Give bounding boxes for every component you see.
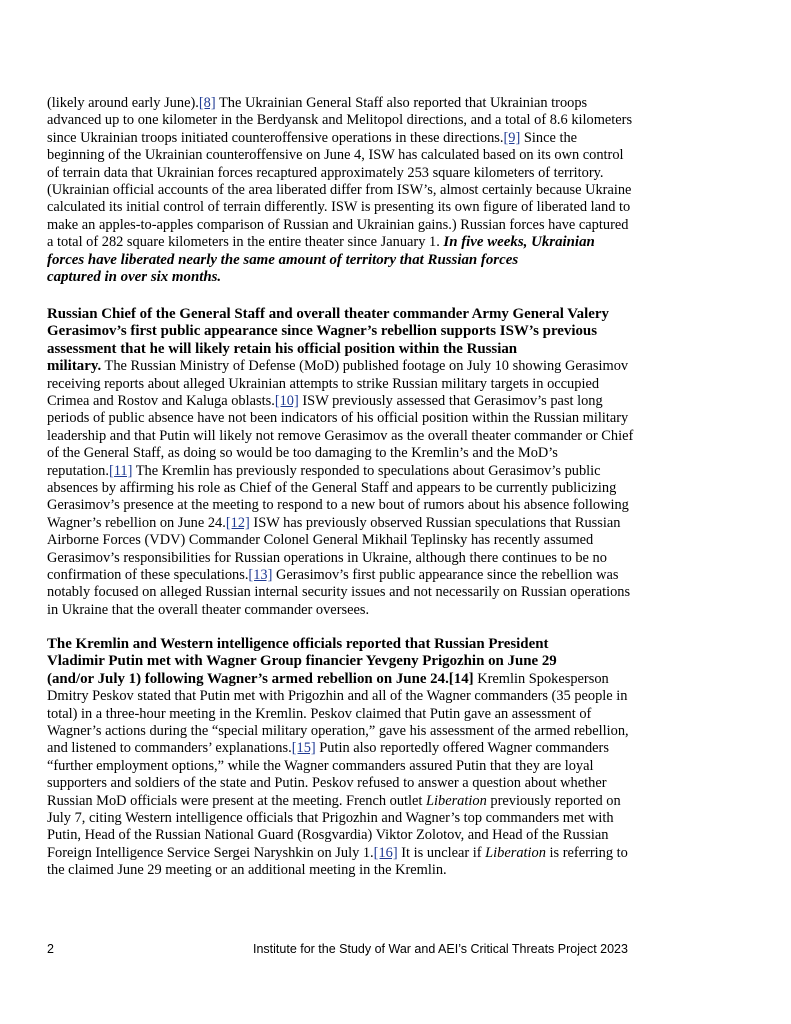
body-text: The Russian Ministry of Defense (MoD) published footage on July 10 showing Gerasimov bbox=[101, 358, 629, 375]
text-line bbox=[47, 636, 548, 652]
text-line bbox=[47, 723, 629, 739]
text-line bbox=[47, 393, 603, 409]
emphasis-text: captured in over six months. bbox=[47, 269, 222, 285]
body-text: receiving reports about alleged Ukrainian attempts to strike Russian military targets in occupied bbox=[47, 375, 600, 392]
emphasis-text: assessment that he will likely retain his official position within the Russian bbox=[47, 340, 518, 357]
body-text: since Ukrainian troops initiated counteroffensive operations in these directions. bbox=[47, 129, 504, 146]
body-text: notably focused on alleged Russian internal security issues and not necessarily on Russian operations bbox=[47, 584, 631, 601]
text-line bbox=[47, 706, 591, 722]
footnote-link[interactable]: [8] bbox=[198, 95, 216, 111]
emphasis-text: military. bbox=[47, 358, 102, 375]
body-text: Russian MoD officials were present at the meeting. French outlet bbox=[47, 792, 426, 809]
text-line bbox=[47, 112, 632, 128]
body-text: in Ukraine that the overall theater commander oversees. bbox=[47, 601, 370, 618]
body-text: Foreign Intelligence Service Sergei Naryshkin on July 1. bbox=[47, 844, 374, 861]
body-text: total) in a three-hour meeting in the Kremlin. Peskov claimed that Putin gave an assessment of bbox=[47, 705, 592, 722]
text-line bbox=[47, 688, 628, 704]
text-line bbox=[47, 740, 609, 756]
body-text: ISW has previously observed Russian speculations that Russian bbox=[249, 514, 621, 531]
body-text: beginning of the Ukrainian counteroffensive on June 4, ISW has calculated based on its own control bbox=[47, 147, 624, 164]
text-line bbox=[47, 147, 624, 163]
text-line bbox=[47, 130, 577, 146]
footnote-link[interactable]: [16] bbox=[373, 844, 398, 861]
body-text: a total of 282 square kilometers in the entire theater since January 1. bbox=[47, 234, 444, 251]
body-text: leadership and that Putin will likely not remove Gerasimov as the overall theater commander or Chief bbox=[47, 427, 634, 444]
body-text: Kremlin Spokesperson bbox=[473, 670, 609, 687]
text-line bbox=[47, 497, 629, 513]
footnote-link[interactable]: [15] bbox=[291, 740, 316, 757]
emphasis-text: Gerasimov’s first public appearance since Wagner’s rebellion supports ISW’s previous bbox=[47, 323, 597, 340]
emphasis-text: Russian Chief of the General Staff and overall theater commander Army General Valery bbox=[47, 306, 609, 322]
body-text: Gerasimov’s presence at the meeting to respond to a new bout of rumors about his absence following bbox=[47, 497, 629, 514]
body-text: supporters and soldiers of the state and Putin. Peskov refused to answer a question about whether bbox=[47, 775, 607, 792]
text-line bbox=[47, 845, 628, 861]
body-text: Since the bbox=[520, 129, 578, 146]
text-line bbox=[47, 376, 599, 392]
body-text: Gerasimov’s responsibilities for Russian operations in Ukraine, although there continues to be no bbox=[47, 549, 607, 566]
text-line bbox=[47, 550, 607, 566]
footnote-link[interactable]: [10] bbox=[274, 393, 299, 409]
body-text: Airborne Forces (VDV) Commander Colonel General Mikhail Teplinsky has recently assumed bbox=[47, 532, 594, 549]
body-text: of the General Staff, as doing so would be too damaging to the Kremlin’s and the MoD’s bbox=[47, 445, 558, 462]
body-text: the claimed June 29 meeting or an additional meeting in the Kremlin. bbox=[47, 862, 447, 879]
text-line bbox=[47, 793, 621, 809]
footnote-link[interactable]: [11] bbox=[108, 462, 133, 479]
body-text: Crimea and Rostov and Kaluga oblasts. bbox=[47, 393, 275, 409]
body-text: make an apples-to-apples comparison of Russian and Ukrainian gains.) Russian forces have captured bbox=[47, 216, 629, 233]
italic-text: Liberation bbox=[485, 844, 546, 861]
text-line bbox=[47, 358, 628, 374]
text-line bbox=[47, 95, 587, 111]
text-line bbox=[47, 758, 593, 774]
text-line bbox=[47, 480, 616, 496]
text-line bbox=[47, 463, 601, 479]
text-line bbox=[47, 428, 633, 444]
body-text: (likely around early June). bbox=[47, 95, 199, 111]
body-text: of terrain data that Ukrainian forces recaptured approximately 253 square kilometers of territory. bbox=[47, 164, 604, 181]
page-number: 2 bbox=[47, 942, 54, 956]
text-line bbox=[47, 671, 609, 687]
body-text: absences by affirming his role as Chief of the General Staff and appears to be currently publicizing bbox=[47, 480, 617, 496]
footnote-link[interactable]: [12] bbox=[225, 514, 250, 531]
italic-text: Liberation bbox=[426, 792, 487, 809]
text-line bbox=[47, 827, 608, 843]
body-text: confirmation of these speculations. bbox=[47, 567, 249, 583]
text-line bbox=[47, 653, 557, 669]
text-line bbox=[47, 532, 593, 548]
text-line bbox=[47, 306, 609, 322]
text-line bbox=[47, 341, 517, 357]
text-line bbox=[47, 584, 630, 600]
body-text: Wagner’s actions during the “special military operation,” gave his assessment of the armed rebellion, bbox=[47, 723, 629, 739]
body-text: July 7, citing Western intelligence officials that Prigozhin and Wagner’s top commanders met with bbox=[47, 810, 614, 826]
text-line bbox=[47, 182, 631, 198]
text-line bbox=[47, 567, 618, 583]
emphasis-text: Vladimir Putin met with Wagner Group financier Yevgeny Prigozhin on June 29 bbox=[47, 653, 557, 670]
footnote-link[interactable]: [13] bbox=[248, 567, 273, 583]
body-text: Dmitry Peskov stated that Putin met with Prigozhin and all of the Wagner commanders (35 people in bbox=[47, 688, 628, 705]
body-text: calculated its initial control of terrain differently. ISW is presenting its own figure of liberated land to bbox=[47, 199, 631, 216]
body-text: “further employment options,” while the Wagner commanders assured Putin that they are loyal bbox=[47, 757, 594, 774]
body-text: It is unclear if bbox=[397, 844, 486, 861]
body-text: Putin, Head of the Russian National Guard (Rosgvardia) Viktor Zolotov, and Head of the Russian bbox=[47, 827, 609, 844]
text-line bbox=[47, 234, 595, 250]
text-line bbox=[47, 515, 620, 531]
footnote-link[interactable]: [9] bbox=[503, 129, 521, 146]
body-text: Putin also reportedly offered Wagner commanders bbox=[315, 740, 609, 757]
body-text: The Ukrainian General Staff also reported that Ukrainian troops bbox=[215, 95, 588, 111]
footer-credit: Institute for the Study of War and AEI’s Critical Threats Project 2023 bbox=[253, 942, 628, 956]
body-text: is referring to bbox=[545, 844, 628, 861]
text-line bbox=[47, 410, 628, 426]
text-line bbox=[47, 165, 603, 181]
body-text: periods of public absence have not been indicators of his official position within the Russian military bbox=[47, 410, 629, 427]
text-line bbox=[47, 199, 630, 215]
body-text: Wagner’s rebellion on June 24. bbox=[47, 514, 226, 531]
text-line bbox=[47, 323, 597, 339]
body-text: (Ukrainian official accounts of the area liberated differ from ISW’s, almost certainly because Ukraine bbox=[47, 182, 632, 198]
text-line bbox=[47, 775, 607, 791]
emphasis-text: The Kremlin and Western intelligence officials reported that Russian President bbox=[47, 636, 549, 652]
emphasis-text: In five weeks, Ukrainian bbox=[443, 234, 595, 251]
body-text: ISW previously assessed that Gerasimov’s past long bbox=[298, 393, 603, 409]
text-line bbox=[47, 445, 558, 461]
emphasis-text: forces have liberated nearly the same amount of territory that Russian forces bbox=[47, 251, 519, 268]
body-text: The Kremlin has previously responded to speculations about Gerasimov’s public bbox=[132, 462, 601, 479]
text-line bbox=[47, 217, 628, 233]
body-text: reputation. bbox=[47, 462, 109, 479]
text-line bbox=[47, 602, 369, 618]
body-text: previously reported on bbox=[486, 792, 621, 809]
body-text: Gerasimov’s first public appearance since the rebellion was bbox=[272, 567, 619, 583]
body-text: and listened to commanders’ explanations. bbox=[47, 740, 292, 757]
body-text: advanced up to one kilometer in the Berdyansk and Melitopol directions, and a total of 8.6 kilometers bbox=[47, 112, 633, 129]
text-line bbox=[47, 862, 447, 878]
text-line bbox=[47, 269, 221, 285]
emphasis-text: (and/or July 1) following Wagner’s armed rebellion on June 24.[14] bbox=[47, 670, 474, 687]
text-line bbox=[47, 252, 518, 268]
text-line bbox=[47, 810, 614, 826]
